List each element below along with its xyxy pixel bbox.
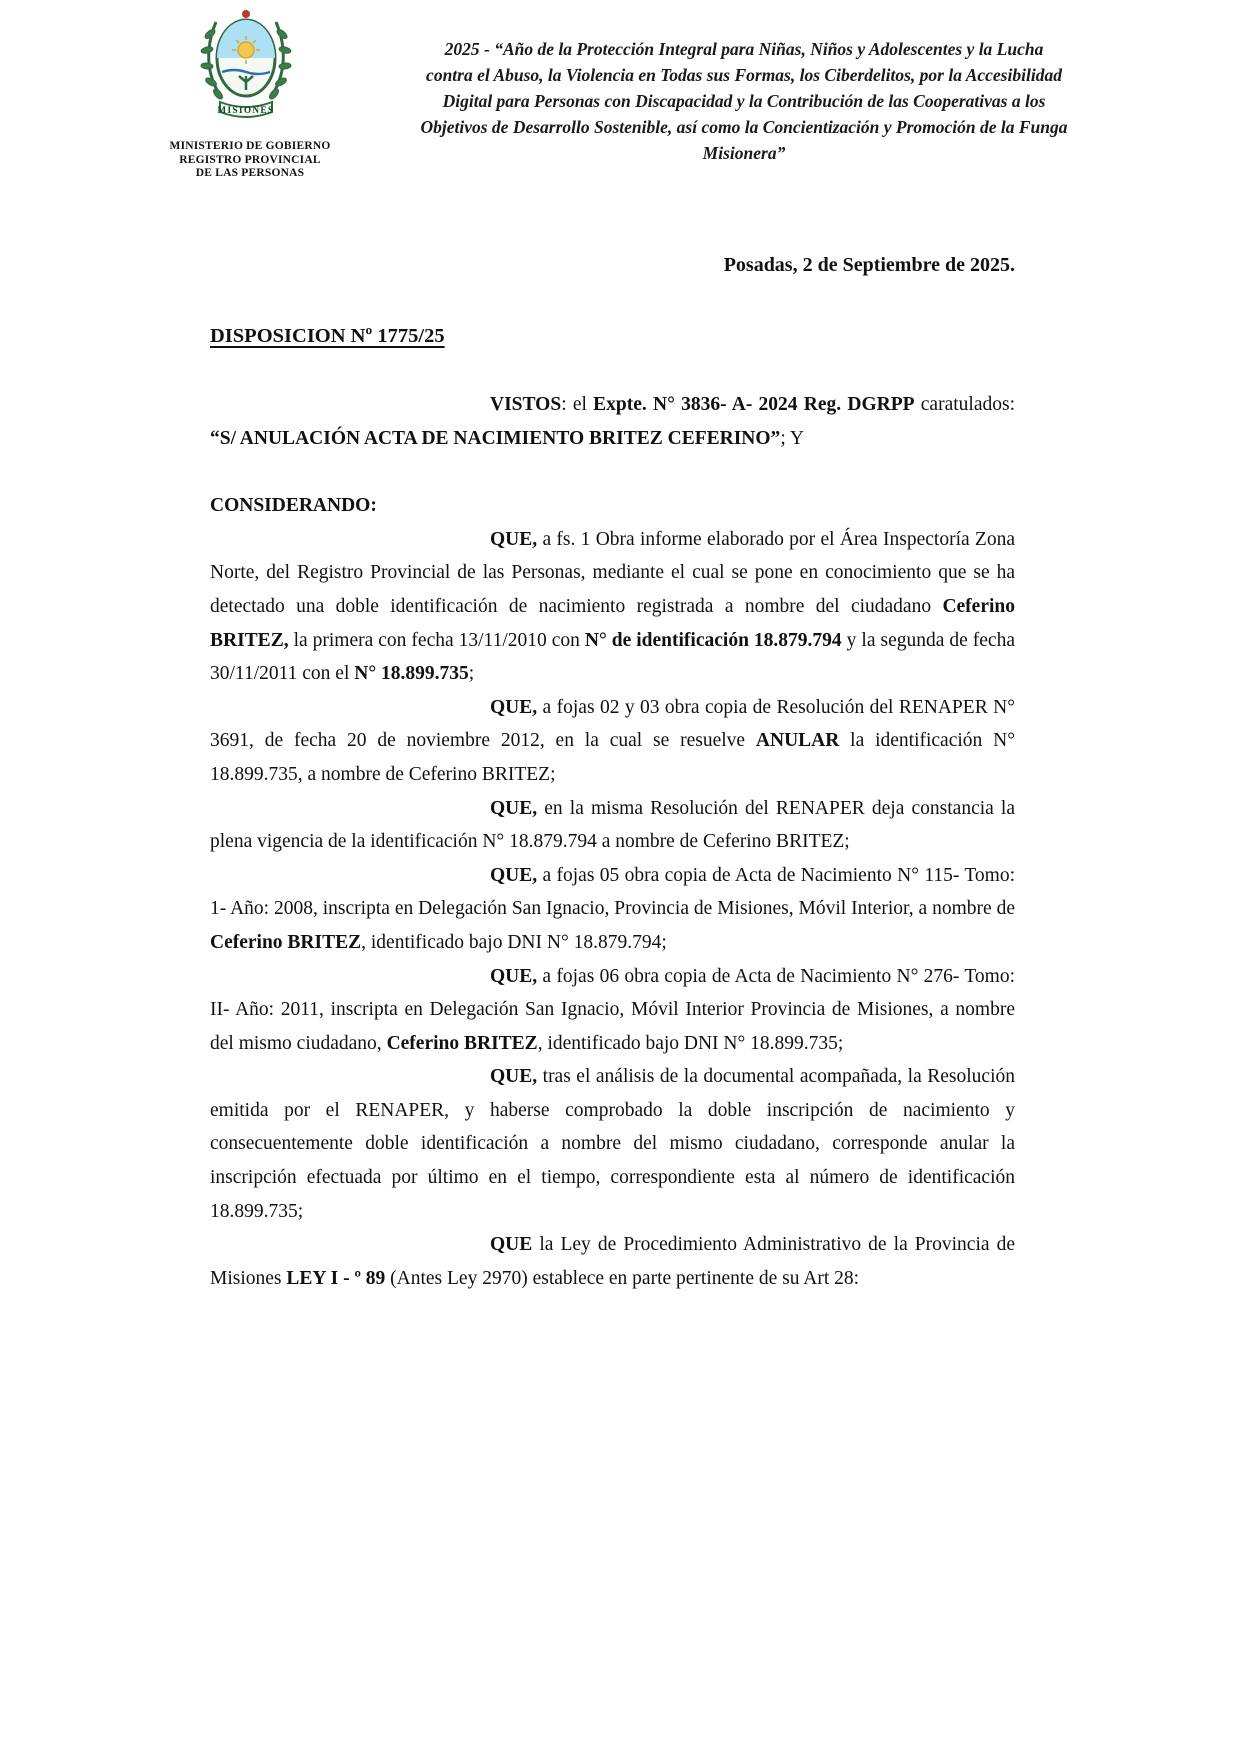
text-segment: la primera con fecha 13/11/2010 con xyxy=(288,629,585,651)
ministry-line-3: DE LAS PERSONAS xyxy=(195,167,305,179)
text-segment: LEY I - º 89 xyxy=(286,1267,386,1289)
text-segment: , identificado bajo DNI N° 18.879.794; xyxy=(361,931,667,953)
top-ornament-icon xyxy=(242,10,250,18)
text-segment: la identificación N° 18.899.735, a nombre de Ceferino BRITEZ; xyxy=(210,730,1016,785)
oval-shield-icon xyxy=(217,20,275,96)
text-segment: QUE, xyxy=(490,1066,538,1088)
que-paragraph-7 xyxy=(210,1228,1015,1295)
text-segment: VISTOS xyxy=(490,394,562,415)
date-line: Posadas, 2 de Septiembre de 2025. xyxy=(723,254,1015,276)
text-segment: Ceferino BRITEZ, xyxy=(210,595,1015,651)
text-segment: tras el análisis de la documental acompañada, la Resolución emitida por el RENAPER, y haberse comprobado la doble inscripción de nacimiento y consecuentemente doble identificación a nombre del mismo ciudadano, corresponde anular la inscripción efectuada por último en el tiempo, correspondiente esta al número de identificación 18.899.735; xyxy=(210,1066,1015,1222)
que-paragraph-4 xyxy=(210,859,1015,960)
que-paragraph-2 xyxy=(210,691,1015,792)
text-segment: Ceferino BRITEZ xyxy=(210,931,362,953)
ministry-line-2: REGISTRO PROVINCIAL xyxy=(179,153,321,166)
considerando-heading xyxy=(210,489,1015,523)
document-header xyxy=(0,0,1242,212)
ministry-title xyxy=(140,140,360,181)
text-segment: a fojas 06 obra copia de Acta de Nacimiento N° 276- Tomo: II- Año: 2011, inscripta en Delegación San Ignacio, Móvil Interior Provincia de Misiones, a nombre del mismo ciudadano, xyxy=(210,965,1015,1054)
text-segment: en la misma Resolución del RENAPER deja constancia la plena vigencia de la identificación N° 18.879.794 a nombre de Ceferino BRITEZ; xyxy=(210,797,1015,853)
document-body xyxy=(210,388,1015,1295)
text-segment: QUE, xyxy=(490,696,538,718)
text-segment: caratulados: xyxy=(914,394,1015,415)
misiones-coat-of-arms-icon xyxy=(198,6,294,134)
text-segment: a fojas 05 obra copia de Acta de Nacimiento N° 115- Tomo: 1- Año: 2008, inscripta en Delegación San Ignacio, Provincia de Misiones, Móvil Interior, a nombre de xyxy=(210,864,1015,920)
text-segment: “S/ ANULACIÓN ACTA DE NACIMIENTO BRITEZ CEFERINO” xyxy=(210,427,781,449)
text-segment: QUE, xyxy=(490,965,538,987)
text-segment: a fojas 02 y 03 obra copia de Resolución del RENAPER N° 3691, de fecha 20 de noviembre 2012, en la cual se resuelve xyxy=(210,696,1015,752)
vistos-paragraph xyxy=(210,388,1015,455)
que-paragraph-5 xyxy=(210,960,1015,1061)
text-segment: QUE, xyxy=(490,797,538,819)
text-segment: N° 18.899.735 xyxy=(354,663,469,685)
ministry-logo xyxy=(198,6,294,134)
text-segment: y la segunda de fecha 30/11/2011 con el xyxy=(210,629,1015,685)
text-segment: (Antes Ley 2970) establece en parte pertinente de su Art 28: xyxy=(385,1267,860,1289)
ministry-line-1: MINISTERIO DE GOBIERNO xyxy=(169,140,331,152)
text-segment: QUE, xyxy=(490,528,538,550)
que-paragraph-1 xyxy=(210,523,1015,691)
text-segment: la Ley de Procedimiento Administrativo de la Provincia de Misiones xyxy=(210,1234,1015,1289)
text-segment: ANULAR xyxy=(755,730,840,752)
text-segment: , identificado bajo DNI N° 18.899.735; xyxy=(537,1032,844,1054)
text-segment: QUE, xyxy=(490,864,538,886)
text-segment: Expte. N° 3836- A- 2024 Reg. DGRPP xyxy=(593,394,915,415)
que-paragraph-3 xyxy=(210,792,1015,859)
document-title: DISPOSICION Nº 1775/25 xyxy=(210,325,445,347)
text-segment: Ceferino BRITEZ xyxy=(386,1032,538,1054)
year-motto: 2025 - “Año de la Protección Integral para Niñas, Niños y Adolescentes y la Lucha contra el Abuso, la Violencia en Todas sus Formas, los Ciberdelitos, por la Accesibilidad Digital para Personas con Discapacidad y la Contribución de las Cooperativas a los Objetivos de Desarrollo Sostenible, así como la Concientización y Promoción de la Funga Misionera” xyxy=(420,39,1068,163)
text-segment: N° de identificación 18.879.794 xyxy=(584,629,842,651)
text-segment: : el xyxy=(561,394,594,415)
banner-text: MISIONES xyxy=(217,105,275,115)
text-segment: ; Y xyxy=(780,427,804,449)
banner-icon xyxy=(217,102,274,117)
text-segment: ; xyxy=(468,663,475,685)
que-paragraph-6 xyxy=(210,1060,1015,1228)
text-segment: QUE xyxy=(490,1234,533,1256)
text-segment: a fs. 1 Obra informe elaborado por el Área Inspectoría Zona Norte, del Registro Provincial de las Personas, mediante el cual se pone en conocimiento que se ha detectado una doble identificación de nacimiento registrada a nombre del ciudadano xyxy=(210,528,1015,617)
text-segment: CONSIDERANDO: xyxy=(210,495,377,517)
